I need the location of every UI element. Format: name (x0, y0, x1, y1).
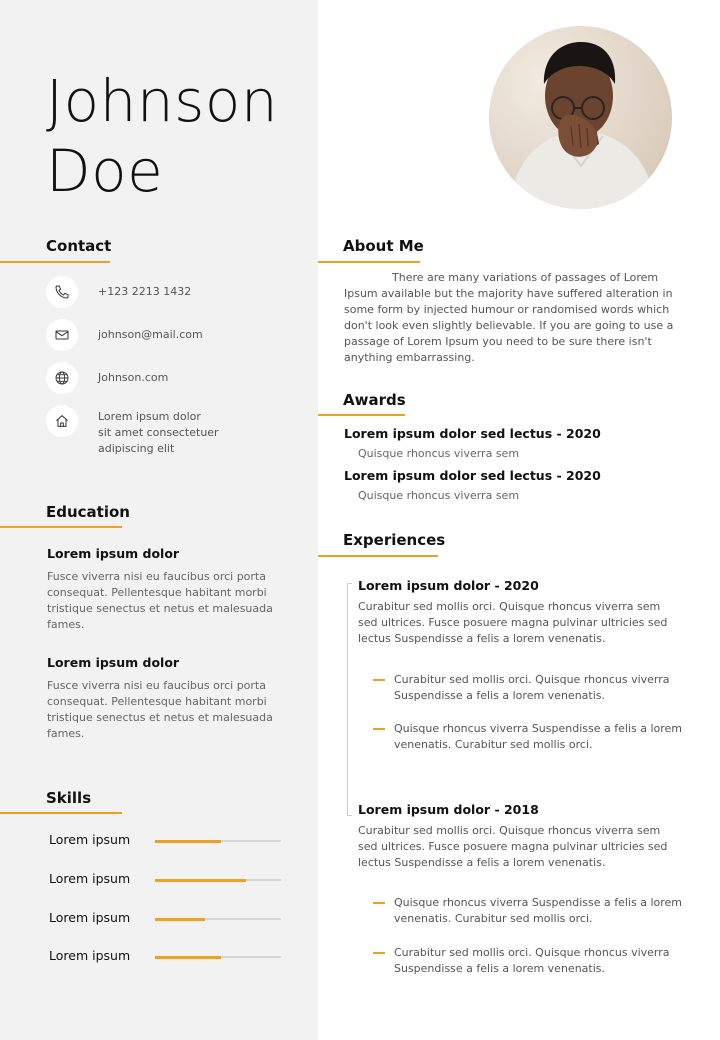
skill-label: Lorem ipsum (49, 948, 131, 963)
bullet-dash (373, 952, 385, 954)
skills-title: Skills (46, 789, 92, 807)
awards-title: Awards (343, 391, 406, 409)
last-name: Doe (46, 137, 164, 205)
timeline-line (347, 583, 348, 816)
phone-icon (46, 276, 78, 308)
contact-email (46, 319, 306, 351)
education-item (47, 655, 287, 742)
about-underline (318, 261, 420, 263)
experience-bullet (373, 672, 683, 704)
address-line-1: Lorem ipsum dolor (98, 410, 201, 423)
skill-fill (155, 879, 246, 882)
award-item (344, 468, 684, 502)
awards-underline (318, 414, 405, 416)
full-name (46, 66, 278, 206)
bullet-text: Curabitur sed mollis orci. Quisque rhoncus viverra Suspendisse a felis a lorem venenatis. (394, 673, 670, 702)
mail-icon (46, 319, 78, 351)
address-line-3: adipiscing elit (98, 442, 175, 455)
skill-track (155, 918, 281, 920)
skill-fill (155, 840, 221, 843)
award-subtitle: Quisque rhoncus viverra sem (358, 447, 520, 460)
education-item-desc: Fusce viverra nisi eu faucibus orci porta consequat. Pellentesque habitant morbi tristique senectus et netus et malesuada fames. (47, 679, 273, 740)
education-item-desc: Fusce viverra nisi eu faucibus orci porta consequat. Pellentesque habitant morbi tristique senectus et netus et malesuada fames. (47, 570, 273, 631)
education-item (47, 546, 287, 633)
award-title: Lorem ipsum dolor sed lectus - 2020 (344, 426, 601, 441)
website-text: Johnson.com (98, 371, 169, 384)
experiences-underline (318, 555, 438, 557)
bullet-dash (373, 902, 385, 904)
experience-bullet (373, 895, 683, 927)
experience-desc: Curabitur sed mollis orci. Quisque rhoncus viverra sem sed ultrices. Fusce posuere magna pulvinar ultricies sed lectus Suspendisse a felis a lorem venenatis. (358, 824, 668, 869)
experience-item (358, 578, 683, 647)
skill-track (155, 879, 281, 881)
phone-text: +123 2213 1432 (98, 285, 192, 298)
contact-phone (46, 276, 306, 308)
globe-icon (46, 362, 78, 394)
experience-bullet (373, 945, 683, 977)
bullet-text: Curabitur sed mollis orci. Quisque rhoncus viverra Suspendisse a felis a lorem venenatis. (394, 946, 670, 975)
skill-track (155, 956, 281, 958)
bullet-dash (373, 679, 385, 681)
skill-row (49, 910, 281, 926)
experience-bullet (373, 721, 683, 753)
experience-desc: Curabitur sed mollis orci. Quisque rhoncus viverra sem sed ultrices. Fusce posuere magna pulvinar ultricies sed lectus Suspendisse a felis a lorem venenatis. (358, 600, 668, 645)
skill-label: Lorem ipsum (49, 910, 131, 925)
contact-website (46, 362, 306, 394)
address-line-2: sit amet consectetuer (98, 426, 219, 439)
education-underline (0, 526, 122, 528)
education-item-title: Lorem ipsum dolor (47, 546, 180, 561)
contact-address (46, 405, 306, 457)
skill-row (49, 832, 281, 848)
education-item-title: Lorem ipsum dolor (47, 655, 180, 670)
bullet-text: Quisque rhoncus viverra Suspendisse a felis a lorem venenatis. Curabitur sed mollis orci. (394, 896, 682, 925)
experience-title: Lorem ipsum dolor - 2020 (358, 578, 539, 593)
email-text: johnson@mail.com (98, 328, 203, 341)
first-name: Johnson (46, 67, 279, 135)
timeline-tick (347, 583, 352, 584)
education-title: Education (46, 503, 130, 521)
skill-row (49, 948, 281, 964)
skill-fill (155, 956, 221, 959)
contact-underline (0, 261, 110, 263)
skill-track (155, 840, 281, 842)
home-icon (46, 405, 78, 437)
about-text: There are many variations of passages of Lorem Ipsum available but the majority have suffered alteration in some form by injected humour or randomised words which don't look even slightly believable. If you are going to use a passage of Lorem Ipsum you need to be sure there isn't anything embarrassing. (344, 271, 674, 364)
profile-photo (489, 26, 672, 209)
about-title: About Me (343, 237, 424, 255)
bullet-dash (373, 728, 385, 730)
contact-title: Contact (46, 237, 112, 255)
experience-item (358, 802, 683, 871)
skill-fill (155, 918, 205, 921)
skill-label: Lorem ipsum (49, 871, 131, 886)
timeline-tick (347, 815, 352, 816)
award-subtitle: Quisque rhoncus viverra sem (358, 489, 520, 502)
skill-label: Lorem ipsum (49, 832, 131, 847)
award-item (344, 426, 684, 460)
address-text (98, 405, 219, 457)
experience-title: Lorem ipsum dolor - 2018 (358, 802, 539, 817)
skills-underline (0, 812, 122, 814)
experiences-title: Experiences (343, 531, 446, 549)
award-title: Lorem ipsum dolor sed lectus - 2020 (344, 468, 601, 483)
skill-row (49, 871, 281, 887)
bullet-text: Quisque rhoncus viverra Suspendisse a felis a lorem venenatis. Curabitur sed mollis orci. (394, 722, 682, 751)
